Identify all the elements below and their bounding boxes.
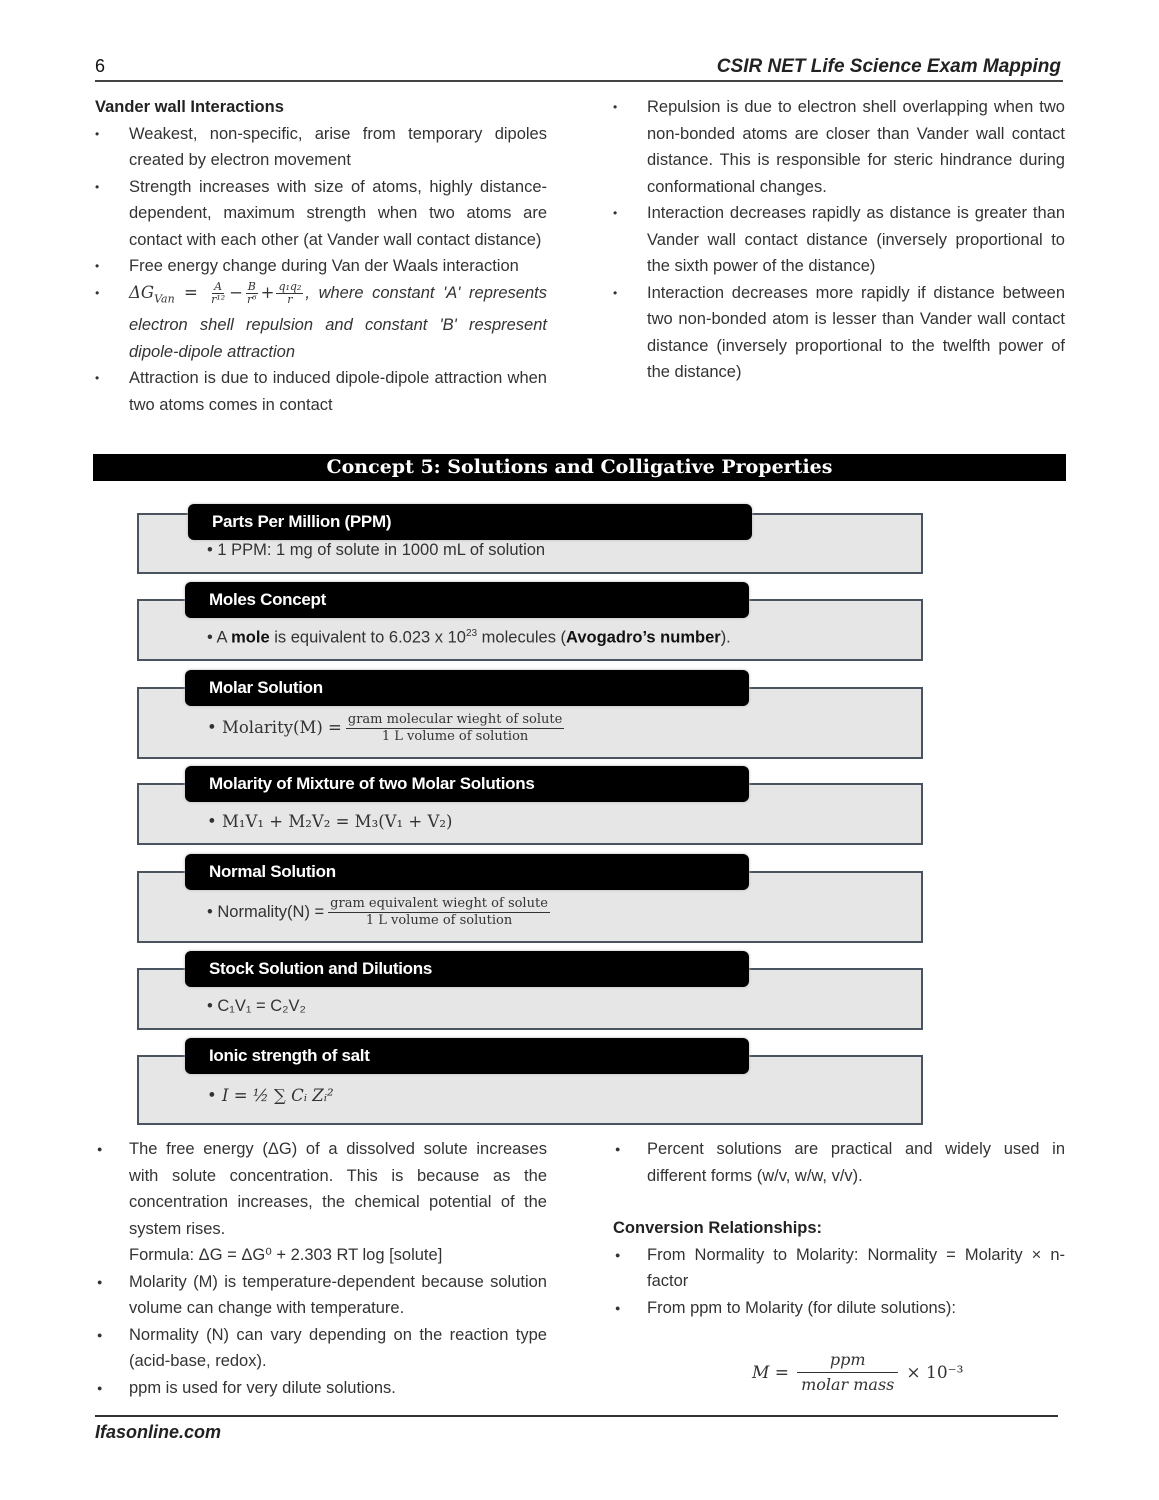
vdw-left-column xyxy=(95,94,547,418)
ppm-molarity-formula: M = $\frac{\text{ppm}}{\text{molar mass}}$ × 10⁻³ xyxy=(752,1348,963,1397)
card-body: • I = ½ ∑ Cᵢ Zᵢ² xyxy=(207,1086,334,1105)
bottom-left-list xyxy=(95,1136,547,1401)
list-item: ● Percent solutions are practical and widely used in different forms (w/v, w/w, v/v). xyxy=(613,1136,1065,1189)
conversion-title: Conversion Relationships: xyxy=(613,1219,823,1237)
card-body: • 1 PPM: 1 mg of solute in 1000 mL of solution xyxy=(207,541,546,559)
running-title: CSIR NET Life Science Exam Mapping xyxy=(716,56,1061,77)
page-number: 6 xyxy=(95,56,106,76)
bottom-right-list xyxy=(613,1136,1065,1189)
list-item: ● From ppm to Molarity (for dilute solutions): xyxy=(613,1295,1065,1322)
normality-fraction: $\frac{\text{gram equivalent wieght of solute}}{\text{1 L volume of solution}}$ xyxy=(330,896,548,928)
bottom-right-column xyxy=(613,1136,1065,1321)
card-title: Ionic strength of salt xyxy=(185,1038,749,1074)
card-body: • M₁V₁ + M₂V₂ = M₃(V₁ + V₂) xyxy=(207,812,453,831)
conversion-list xyxy=(613,1242,1065,1322)
list-item: ● ppm is used for very dilute solutions. xyxy=(95,1375,547,1402)
fraction-term-2: $\frac{B}{\text{r⁶}}$ xyxy=(246,279,257,306)
footer-site: Ifasonline.com xyxy=(95,1422,222,1442)
list-item: • Weakest, non-specific, arise from temporary dipoles created by electron movement xyxy=(95,121,547,174)
vdw-bullet-list xyxy=(95,121,547,419)
vdw-right-column xyxy=(613,94,1065,386)
card-body: • Molarity(M) = $\frac{\text{gram molecular wieght of solute}}{\text{1 L volume of solution}}$ xyxy=(207,712,563,744)
bottom-left-column xyxy=(95,1136,547,1401)
card-body: • Normality(N) = $\frac{\text{gram equivalent wieght of solute}}{\text{1 L volume of solution}}$ xyxy=(207,896,548,928)
formula-lhs: ΔG xyxy=(129,282,155,302)
list-item: • Free energy change during Van der Waals interaction xyxy=(95,253,547,280)
list-item: • Repulsion is due to electron shell overlapping when two non-bonded atoms are closer than Vander wall contact distance. This is responsible for steric hindrance during conformational changes. xyxy=(613,94,1065,200)
fraction-term-3: $\frac{\text{q₁q₂}}{r}$ xyxy=(278,279,302,306)
card-title: Parts Per Million (PPM) xyxy=(188,504,752,540)
card-title: Stock Solution and Dilutions xyxy=(185,951,749,987)
free-energy-formula: Formula: ΔG = ΔG⁰ + 2.303 RT log [solute] xyxy=(129,1246,443,1264)
card-title: Moles Concept xyxy=(185,582,749,618)
footer-divider xyxy=(95,1415,1058,1417)
concept-heading: Concept 5: Solutions and Colligative Properties xyxy=(93,454,1066,481)
molarity-fraction: $\frac{\text{gram molecular wieght of solute}}{\text{1 L volume of solution}}$ xyxy=(347,712,563,744)
list-item: • Interaction decreases rapidly as distance is greater than Vander wall contact distance (inversely proportional to the sixth power of the distance) xyxy=(613,200,1065,280)
formula-item xyxy=(95,280,547,366)
page-header xyxy=(95,56,1063,82)
formula-lhs-sub: Van xyxy=(154,291,175,305)
list-item: ● Normality (N) can vary depending on the reaction type (acid-base, redox). xyxy=(95,1322,547,1375)
list-item: ● The free energy (ΔG) of a dissolved solute increases with solute concentration. This is because as the concentration increases, the chemical potential of the system rises. Formula: ΔG = ΔG⁰ + 2.303 RT log [solute] xyxy=(95,1136,547,1269)
list-item: • Strength increases with size of atoms, highly distance-dependent, maximum strength when two atoms are contact with each other (at Vander wall contact distance) xyxy=(95,174,547,254)
fraction-term-1: $\frac{A}{\text{r¹²}}$ xyxy=(211,279,226,306)
list-item: ● From Normality to Molarity: Normality = Molarity × n-factor xyxy=(613,1242,1065,1295)
list-item: ● Molarity (M) is temperature-dependent because solution volume can change with temperature. xyxy=(95,1269,547,1322)
card-body: • A mole is equivalent to 6.023 x $10^{23}$ molecules (Avogadro’s number). xyxy=(207,628,731,647)
ppm-fraction: $\frac{\text{ppm}}{\text{molar mass}}$ xyxy=(797,1348,898,1397)
list-item: • Interaction decreases more rapidly if distance between two non-bonded atom is lesser than Vander wall contact distance (inversely proportional to the twelfth power of the distance) xyxy=(613,280,1065,386)
section-title: Vander wall Interactions xyxy=(95,98,284,116)
formula-plus: + xyxy=(260,282,275,302)
formula-description: , where constant 'A' represents electron shell repulsion and constant 'B' respresent dipole-dipole attraction xyxy=(129,283,547,361)
list-item: • Attraction is due to induced dipole-dipole attraction when two atoms comes in contact xyxy=(95,365,547,418)
formula-minus: − xyxy=(229,282,243,302)
vdw-right-bullet-list xyxy=(613,94,1065,386)
formula-eq: = xyxy=(174,282,208,302)
card-title: Molarity of Mixture of two Molar Solutions xyxy=(185,766,749,802)
card-title: Molar Solution xyxy=(185,670,749,706)
card-body: • C₁V₁ = C₂V₂ xyxy=(207,997,306,1015)
card-title: Normal Solution xyxy=(185,854,749,890)
